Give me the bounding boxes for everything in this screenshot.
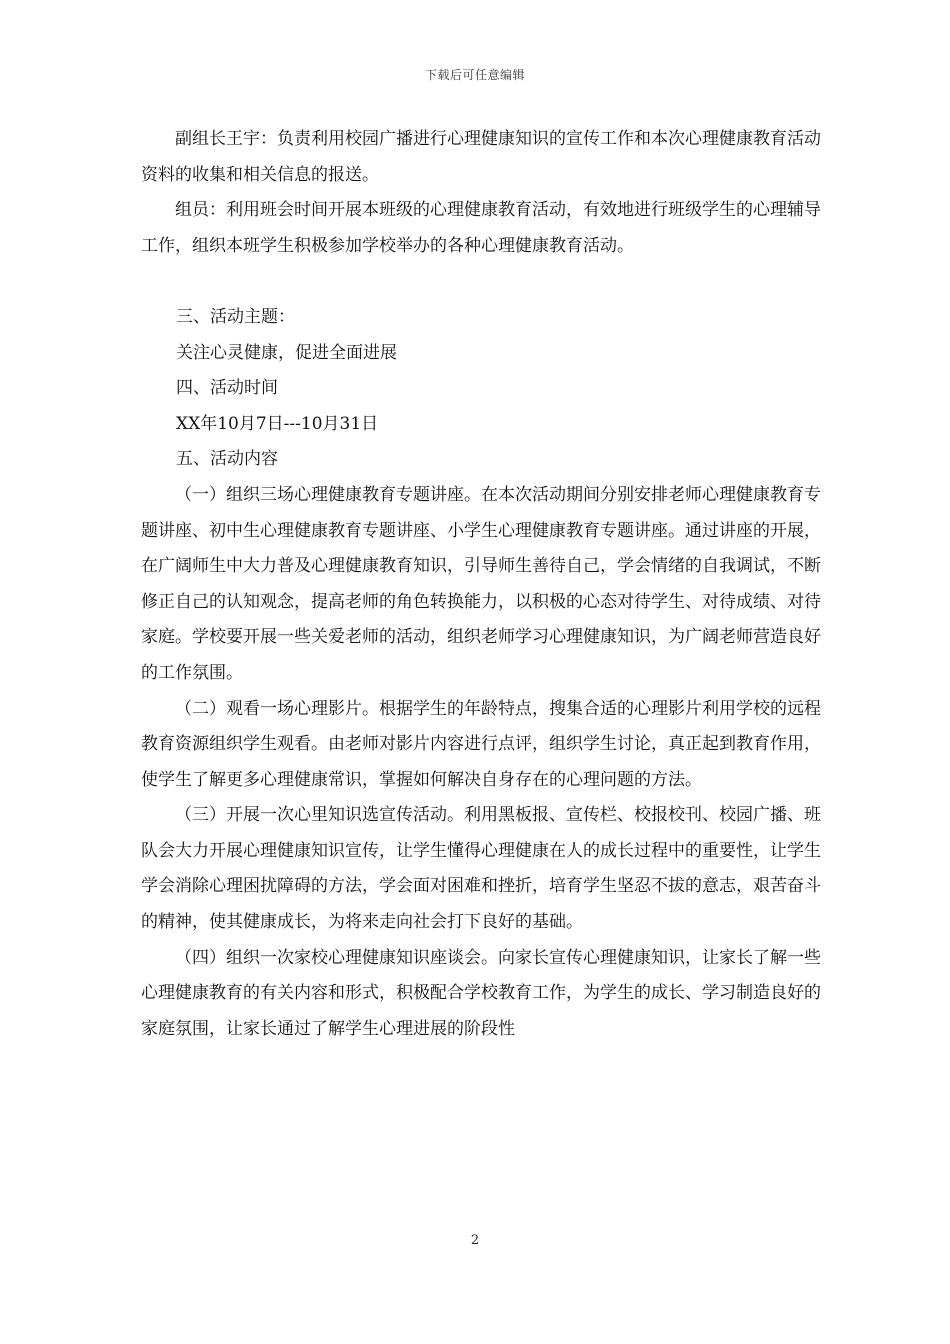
paragraph-members: 组员：利用班会时间开展本班级的心理健康教育活动，有效地进行班级学生的心理辅导工作，组织本班学生积极参加学校举办的各种心理健康教育活动。 [141,200,821,256]
page-number: 2 [470,1233,480,1248]
blank-line [141,264,821,300]
activity-theme-text: 关注心灵健康，促进全面进展 [176,342,397,363]
paragraph-item-2: （二）观看一场心理影片。根据学生的年龄特点，搜集合适的心理影片利用学校的远程教育资源组织学生观看。由老师对影片内容进行点评，组织学生讨论，真正起到教育作用，使学生了解更多心理健康常识，掌握如何解决自身存在的心理问题的方法。 [141,698,821,790]
heading-activity-content: 五、活动内容 [176,449,278,470]
paragraph-item-1: （一）组织三场心理健康教育专题讲座。在本次活动期间分别安排老师心理健康教育专题讲座、初中生心理健康教育专题讲座、小学生心理健康教育专题讲座。通过讲座的开展，在广阔师生中大力普及心理健康教育知识，引导师生善待自己，学会情绪的自我调试，不断修正自己的认知观念，提高老师的角色转换能力，以积极的心态对待学生、对待成绩、对待家庭。学校要开展一些关爱老师的活动，组织老师学习心理健康知识，为广阔老师营造良好的工作氛围。 [141,484,821,683]
paragraph-vice-leader: 副组长王宇：负责利用校园广播进行心理健康知识的宣传工作和本次心理健康教育活动资料的收集和相关信息的报送。 [141,129,821,185]
heading-activity-theme: 三、活动主题： [176,306,295,327]
paragraph-item-4: （四）组织一次家校心理健康知识座谈会。向家长宣传心理健康知识，让家长了解一些心理健康教育的有关内容和形式，积极配合学校教育工作，为学生的成长、学习制造良好的家庭氛围，让家长通过了解学生心理进展的阶段性 [141,947,821,1039]
document-body [141,122,821,1047]
activity-time-text: XX年10月7日---10月31日 [176,413,379,434]
heading-activity-time: 四、活动时间 [176,378,278,399]
paragraph-item-3: （三）开展一次心里知识选宣传活动。利用黑板报、宣传栏、校报校刊、校园广播、班队会大力开展心理健康知识宣传，让学生懂得心理健康在人的成长过程中的重要性，让学生学会消除心理困扰障碍的方法，学会面对困难和挫折，培育学生坚忍不拔的意志，艰苦奋斗的精神，使其健康成长，为将来走向社会打下良好的基础。 [141,805,821,933]
page-header: 下载后可任意编辑 [424,68,525,82]
